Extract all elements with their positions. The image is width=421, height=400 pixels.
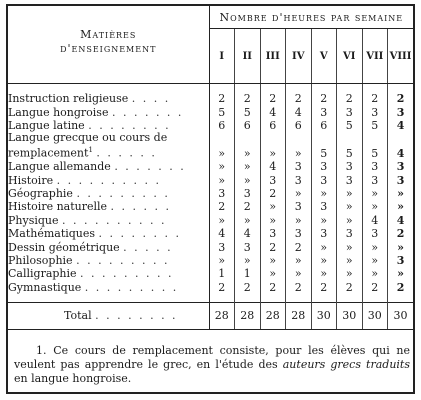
hours-cell: » [260,213,286,226]
hours-cell: 2 [260,280,286,293]
hours-cell: » [235,213,261,226]
footnote-mark: 1. [36,344,47,357]
hours-cell: » [218,213,226,227]
class-column-header: II [235,29,261,84]
hours-cell: » [337,267,363,280]
hours-cell: 6 [286,119,312,132]
hours-cell: » [218,173,226,187]
hours-cell: 3 [235,240,261,253]
hours-cell: 3 [362,173,388,186]
hours-cell: 6 [311,119,337,132]
hours-cell: 3 [337,105,363,118]
hours-cell: » [235,160,261,173]
hours-cell: 2 [260,187,286,200]
total-cell: 30 [337,302,363,329]
total-cell: 28 [235,302,261,329]
hours-cell: » [337,254,363,267]
hours-cell: » [311,254,337,267]
footnote-text-italic: auteurs grecs traduits [282,358,410,371]
hours-cell: 2 [286,240,312,253]
hours-cell: » [218,146,226,160]
hours-cell: 3 [337,227,363,240]
leader-dots: . . . . . . . . . [76,253,170,267]
hours-cell: » [388,187,414,200]
subject-label: Histoire naturelle [8,200,108,214]
table-row [8,132,413,160]
hours-cell: 2 [337,92,363,105]
leader-dots: . . . . . . . . . [76,187,170,200]
leader-dots: . . . . . . . [111,105,184,119]
hours-cell: 4 [388,119,414,132]
hours-cell: 3 [286,200,312,213]
total-cell: 28 [286,302,312,329]
hours-cell: 2 [337,280,363,293]
hours-cell: » [286,132,312,160]
total-label: Total [64,309,92,323]
leader-dots: . . . . . . . . . [80,267,174,281]
hours-cell: » [286,187,312,200]
hours-cell: 2 [235,92,261,105]
subject-cell [8,267,209,280]
hours-cell: 4 [218,227,226,241]
subject-label: Mathématiques [8,227,96,241]
hours-cell: 4 [260,105,286,118]
hours-cell: » [286,254,312,267]
class-column-header: VIII [388,29,414,84]
subject-label: Langue latine [8,119,85,133]
hours-cell: 1 [218,267,226,281]
class-column-header: VII [362,29,388,84]
hours-cell: 3 [311,173,337,186]
hours-cell: » [362,187,388,200]
subject-cell [8,280,209,293]
hours-cell: 3 [260,173,286,186]
hours-cell: 3 [362,227,388,240]
hours-cell: 3 [337,160,363,173]
hours-cell: 6 [260,119,286,132]
leader-dots: . . . . . . . . . [84,280,179,294]
hours-cell: 3 [388,160,414,173]
subject-label: Philosophie [8,253,73,267]
subject-label: Histoire [8,173,54,187]
leader-dots: . . . . . . . . . . [62,213,167,227]
hours-cell: 6 [235,119,261,132]
hours-cell: 2 [311,92,337,105]
table-row [8,254,413,267]
hours-cell: » [311,267,337,280]
table-row [8,92,413,105]
subject-label: Langue grecque ou cours de [8,132,168,145]
table-row [8,227,413,240]
subject-cell [8,240,209,253]
hours-cell: » [311,187,337,200]
leader-dots: . . . . . . . . [88,119,171,133]
footnote-reference: 1 [88,146,93,155]
leader-dots: . . . . . . [110,200,172,214]
hours-cell: 2 [218,200,226,214]
hours-cell: 3 [362,105,388,118]
table-row [8,200,413,213]
hours-cell: 5 [337,119,363,132]
hours-cell: 3 [362,160,388,173]
hours-cell: 4 [388,132,414,160]
hours-cell: 3 [337,173,363,186]
hours-cell: 5 [362,119,388,132]
footnote-text-b: en langue hongroise. [14,372,132,385]
subject-cell [8,132,209,160]
hours-cell: 5 [337,132,363,160]
subject-label: Langue hongroise [8,105,109,119]
subject-cell [8,187,209,200]
hours-cell: » [337,187,363,200]
table-row [8,119,413,132]
hours-cell: 3 [311,227,337,240]
hours-cell: » [388,267,414,280]
hours-cell: » [260,132,286,160]
hours-cell: 3 [311,160,337,173]
subject-label: Géographie [8,187,73,200]
table-body [8,84,413,330]
hours-cell: 2 [388,92,414,105]
subject-cell [8,200,209,213]
hours-cell: 3 [286,227,312,240]
hours-cell: 3 [311,105,337,118]
hours-cell: 3 [388,105,414,118]
hours-cell: 5 [235,105,261,118]
spacer-row [8,84,413,93]
subject-cell [8,173,209,186]
subjects-header [8,6,209,84]
spacer-row [8,294,413,303]
total-cell: 28 [209,302,235,329]
hours-cell: 3 [388,173,414,186]
table-row [8,213,413,226]
hours-cell: 2 [235,200,261,213]
table-row [8,240,413,253]
hours-cell: 2 [218,280,226,294]
hours-cell: 3 [218,187,226,200]
total-cell: 30 [388,302,414,329]
subject-label-cont: remplacement [8,146,89,160]
hours-cell: » [311,240,337,253]
hours-cell: 2 [260,240,286,253]
hours-cell: » [362,240,388,253]
total-cell: 30 [311,302,337,329]
hours-cell: 2 [286,92,312,105]
hours-cell: 5 [218,105,226,119]
subject-label: Langue allemande [8,160,111,174]
hours-cell: 3 [235,187,261,200]
hours-cell: » [362,267,388,280]
hours-cell: » [311,213,337,226]
hours-cell: 2 [362,92,388,105]
hours-cell: 3 [260,227,286,240]
subject-label: Gymnastique [8,280,82,294]
hours-cell: » [337,213,363,226]
subject-label: Instruction religieuse [8,92,129,106]
hours-cell: » [218,160,226,174]
subject-cell [8,92,209,105]
hours-cell: » [260,200,286,213]
hours-cell: 2 [388,280,414,293]
leader-dots: . . . . . . . . [95,309,178,323]
table-row [8,267,413,280]
hours-cell: 3 [388,254,414,267]
table-row [8,173,413,186]
class-column-header: I [209,29,235,84]
hours-cell: » [388,200,414,213]
leader-dots: . . . . . . . . [98,227,181,241]
subject-label: Physique [8,213,59,227]
subject-label: Calligraphie [8,267,77,281]
hours-cell: » [337,240,363,253]
hours-cell: » [235,173,261,186]
hours-cell: 3 [286,173,312,186]
hours-cell: 6 [218,119,226,133]
hours-cell: 5 [362,132,388,160]
hours-cell: 3 [218,240,226,254]
footnote [14,344,410,386]
hours-cell: 2 [218,92,226,106]
hours-cell: » [235,132,261,160]
hours-cell: 3 [311,200,337,213]
hours-cell: 2 [362,280,388,293]
hours-cell: 2 [388,227,414,240]
leader-dots: . . . . . [123,240,173,254]
hours-header: Nombre d'heures par semaine [209,6,413,29]
subject-cell [8,160,209,173]
leader-dots: . . . . [131,92,171,106]
table-row [8,187,413,200]
subject-cell [8,227,209,240]
hours-cell: 2 [235,280,261,293]
hours-cell: » [218,253,226,267]
subjects-header-line2: d'enseignement [60,42,157,55]
hours-cell: 3 [286,160,312,173]
hours-cell: » [286,267,312,280]
subject-cell [8,213,209,226]
class-column-header: IV [286,29,312,84]
subject-cell [8,254,209,267]
subject-cell [8,105,209,118]
total-label-cell [8,302,209,329]
leader-dots: . . . . . . . . . . [56,173,162,187]
hours-cell: 5 [311,132,337,160]
hours-cell: 2 [286,280,312,293]
hours-table [8,6,413,330]
leader-dots: . . . . . . [96,146,157,160]
hours-cell: 4 [260,160,286,173]
hours-cell: 2 [260,92,286,105]
hours-cell: » [337,200,363,213]
hours-cell: 4 [286,105,312,118]
hours-cell: » [286,213,312,226]
table-row [8,160,413,173]
hours-cell: » [388,240,414,253]
hours-cell: » [260,254,286,267]
class-column-header: III [260,29,286,84]
subject-cell [8,119,209,132]
hours-cell: » [362,200,388,213]
total-cell: 28 [260,302,286,329]
subject-label: Dessin géométrique [8,240,120,254]
table-row [8,105,413,118]
hours-cell: 4 [235,227,261,240]
subjects-header-line1: Matières [80,28,137,41]
leader-dots: . . . . . . . [114,160,186,174]
total-cell: 30 [362,302,388,329]
hours-cell: » [362,254,388,267]
hours-cell: » [260,267,286,280]
total-row [8,302,413,329]
class-column-header: V [311,29,337,84]
table-row [8,280,413,293]
hours-cell: 1 [235,267,261,280]
hours-cell: » [235,254,261,267]
class-column-header: VI [337,29,363,84]
footnote-text-a: Ce cours de remplacement consiste, pour les élèves qui ne veulent pas apprendre le grec, en l'étude des [14,344,411,371]
hours-cell: 2 [311,280,337,293]
hours-cell: 4 [362,213,388,226]
hours-cell: 4 [388,213,414,226]
